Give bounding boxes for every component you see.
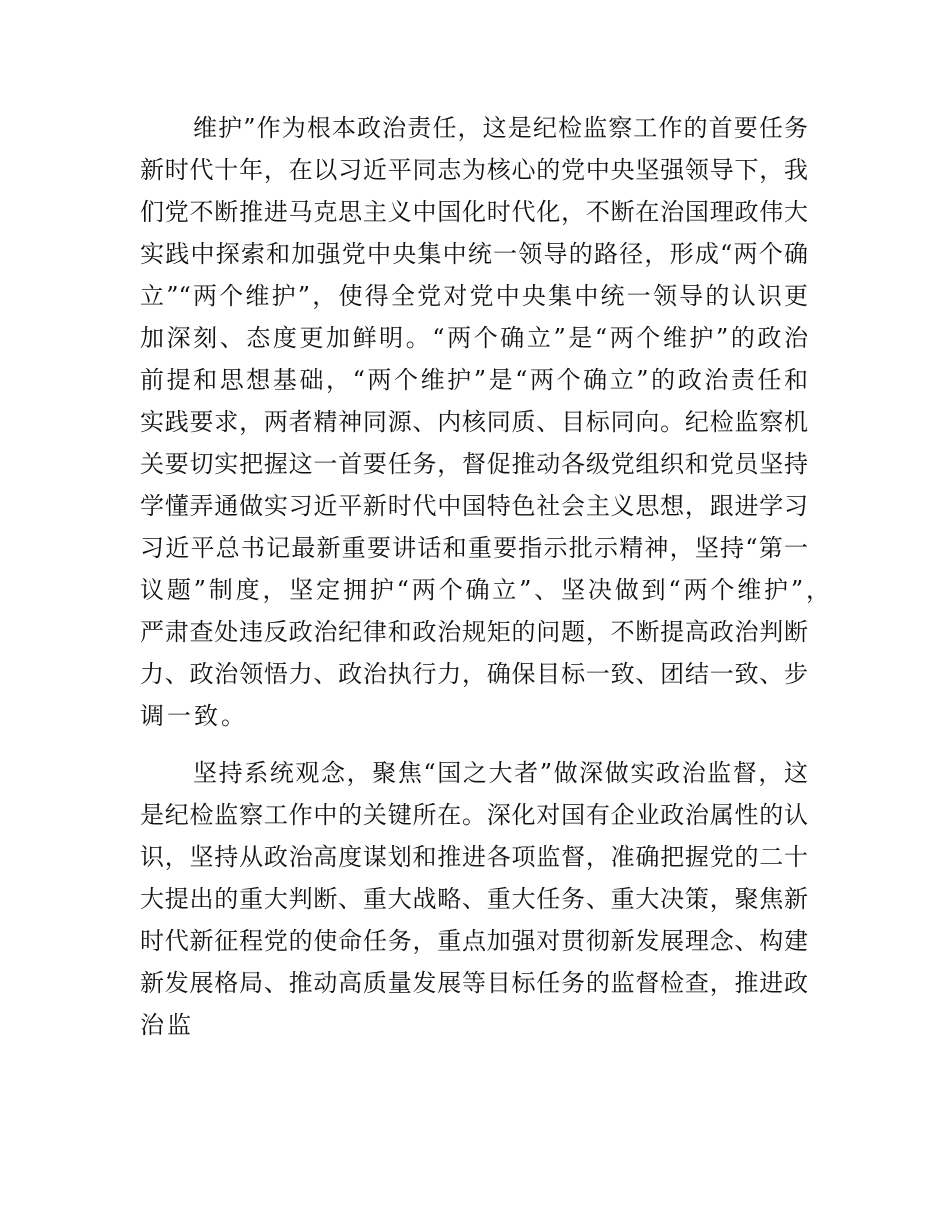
text-line: 力、政治领悟力、政治执行力，确保目标一致、团结一致、步 bbox=[140, 660, 808, 688]
text-line: 立”“两个维护”，使得全党对党中央集中统一领导的认识更 bbox=[140, 282, 808, 310]
text-line: 识，坚持从政治高度谋划和推进各项监督，准确把握党的二十 bbox=[140, 843, 808, 871]
text-line: 学懂弄通做实习近平新时代中国特色社会主义思想，跟进学习 bbox=[140, 492, 808, 520]
text-line: 关要切实把握这一首要任务，督促推动各级党组织和党员坚持 bbox=[140, 450, 808, 478]
text-line: 治监 bbox=[140, 1011, 194, 1039]
text-line: 实践要求，两者精神同源、内核同质、目标同向。纪检监察机 bbox=[140, 408, 808, 436]
text-line: 大提出的重大判断、重大战略、重大任务、重大决策，聚焦新 bbox=[140, 885, 808, 913]
text-line: 议题”制度，坚定拥护“两个确立”、坚决做到“两个维护”， bbox=[140, 576, 830, 604]
text-line: 调一致。 bbox=[140, 702, 248, 730]
text-line: 新发展格局、推动高质量发展等目标任务的监督检查，推进政 bbox=[140, 969, 808, 997]
text-line: 加深刻、态度更加鲜明。“两个确立”是“两个维护”的政治 bbox=[140, 324, 808, 352]
text-line: 们党不断推进马克思主义中国化时代化，不断在治国理政伟大 bbox=[140, 198, 808, 226]
text-line: 新时代十年，在以习近平同志为核心的党中央坚强领导下，我 bbox=[140, 156, 808, 184]
text-line: 习近平总书记最新重要讲话和重要指示批示精神，坚持“第一 bbox=[140, 534, 808, 562]
text-line: 时代新征程党的使命任务，重点加强对贯彻新发展理念、构建 bbox=[140, 927, 808, 955]
text-line: 是纪检监察工作中的关键所在。深化对国有企业政治属性的认 bbox=[140, 801, 808, 829]
text-line: 实践中探索和加强党中央集中统一领导的路径，形成“两个确 bbox=[140, 240, 808, 268]
text-line: 前提和思想基础，“两个维护”是“两个确立”的政治责任和 bbox=[140, 366, 808, 394]
text-line: 坚持系统观念，聚焦“国之大者”做深做实政治监督，这 bbox=[193, 759, 808, 787]
text-line: 严肃查处违反政治纪律和政治规矩的问题，不断提高政治判断 bbox=[140, 618, 808, 646]
text-line: 维护”作为根本政治责任，这是纪检监察工作的首要任务 bbox=[193, 114, 808, 142]
